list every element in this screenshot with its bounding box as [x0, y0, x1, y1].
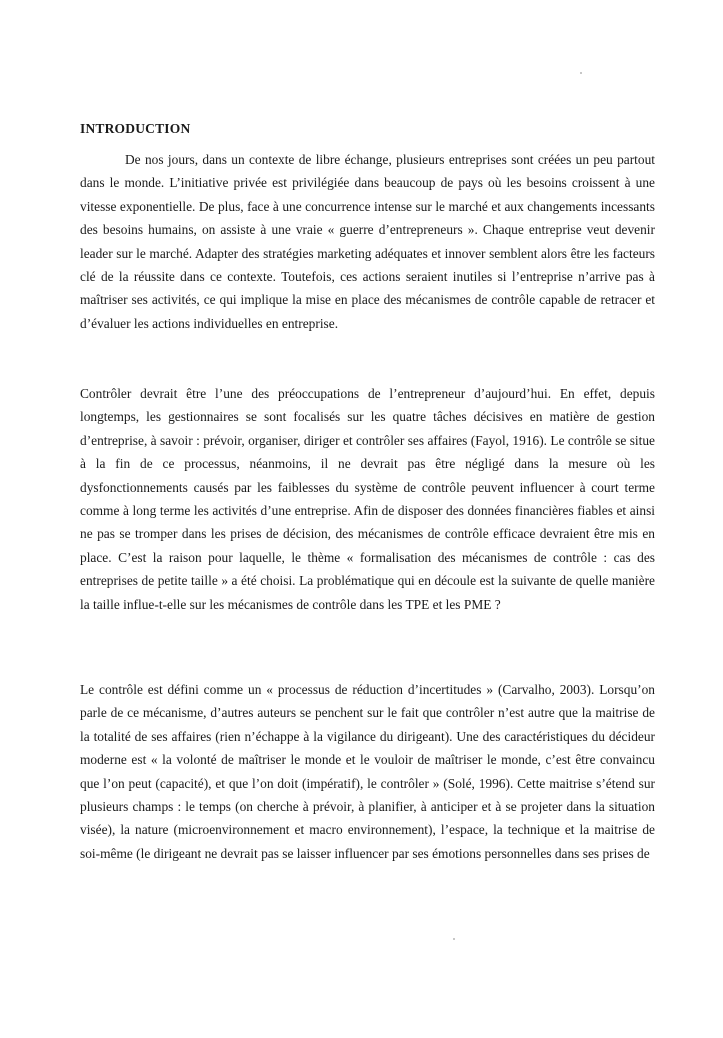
scan-speck: [580, 72, 582, 74]
section-title: INTRODUCTION: [80, 121, 191, 136]
paragraph-2: Contrôler devrait être l’une des préoccupations de l’entrepreneur d’aujourd’hui. En effet, depuis longtemps, les gestionnaires se sont focalisés sur les quatre tâches décisives en matière de gestion d’entreprise, à savoir : prévoir, organiser, diriger et contrôler ses affaires (Fayol, 1916). Le contrôle se situe à la fin de ce processus, néanmoins, il ne devrait pas être négligé dans la mesure où les dysfonctionnements causés par les faiblesses du système de contrôle peuvent influencer à court terme comme à long terme les activités d’une entreprise. Afin de disposer des données financières fiables et ainsi ne pas se tromper dans les prises de décision, des mécanismes de contrôle efficace devraient être mis en place. C’est la raison pour laquelle, le thème « formalisation des mécanismes de contrôle : cas des entreprises de petite taille » a été choisi. La problématique qui en découle est la suivante de quelle manière la taille influe-t-elle sur les mécanismes de contrôle dans les TPE et les PME ?: [80, 386, 655, 612]
paragraph-3: Le contrôle est défini comme un « processus de réduction d’incertitudes » (Carvalho, 2003). Lorsqu’on parle de ce mécanisme, d’autres auteurs se penchent sur le fait que contrôler n’est autre que la maitrise de la totalité de ses affaires (rien n’échappe à la vigilance du dirigeant). Une des caractéristiques du décideur moderne est « la volonté de maîtriser le monde et le vouloir de maîtriser le monde, c’est être convaincu que l’on peut (capacité), et que l’on doit (impératif), le contrôler » (Solé, 1996). Cette maitrise s’étend sur plusieurs champs : le temps (on cherche à prévoir, à planifier, à anticiper et à se projeter dans la situation visée), la nature (microenvironnement et macro environnement), l’espace, la technique et la maitrise de soi-même (le dirigeant ne devrait pas se laisser influencer par ses émotions personnelles dans ses prises de: [80, 682, 655, 861]
scan-speck: [453, 938, 455, 940]
paragraph-1: De nos jours, dans un contexte de libre échange, plusieurs entreprises sont créées un peu partout dans le monde. L’initiative privée est privilégiée dans beaucoup de pays où les besoins croissent à une vitesse exponentielle. De plus, face à une concurrence intense sur le marché et aux changements incessants des besoins humains, on assiste à une vraie « guerre d’entrepreneurs ». Chaque entreprise veut devenir leader sur le marché. Adapter des stratégies marketing adéquates et innover semblent alors être les facteurs clé de la réussite dans ce contexte. Toutefois, ces actions seraient inutiles si l’entreprise n’arrive pas à maîtriser ses activités, ce qui implique la mise en place des mécanismes de contrôle capable de retracer et d’évaluer les actions individuelles en entreprise.: [80, 152, 655, 331]
